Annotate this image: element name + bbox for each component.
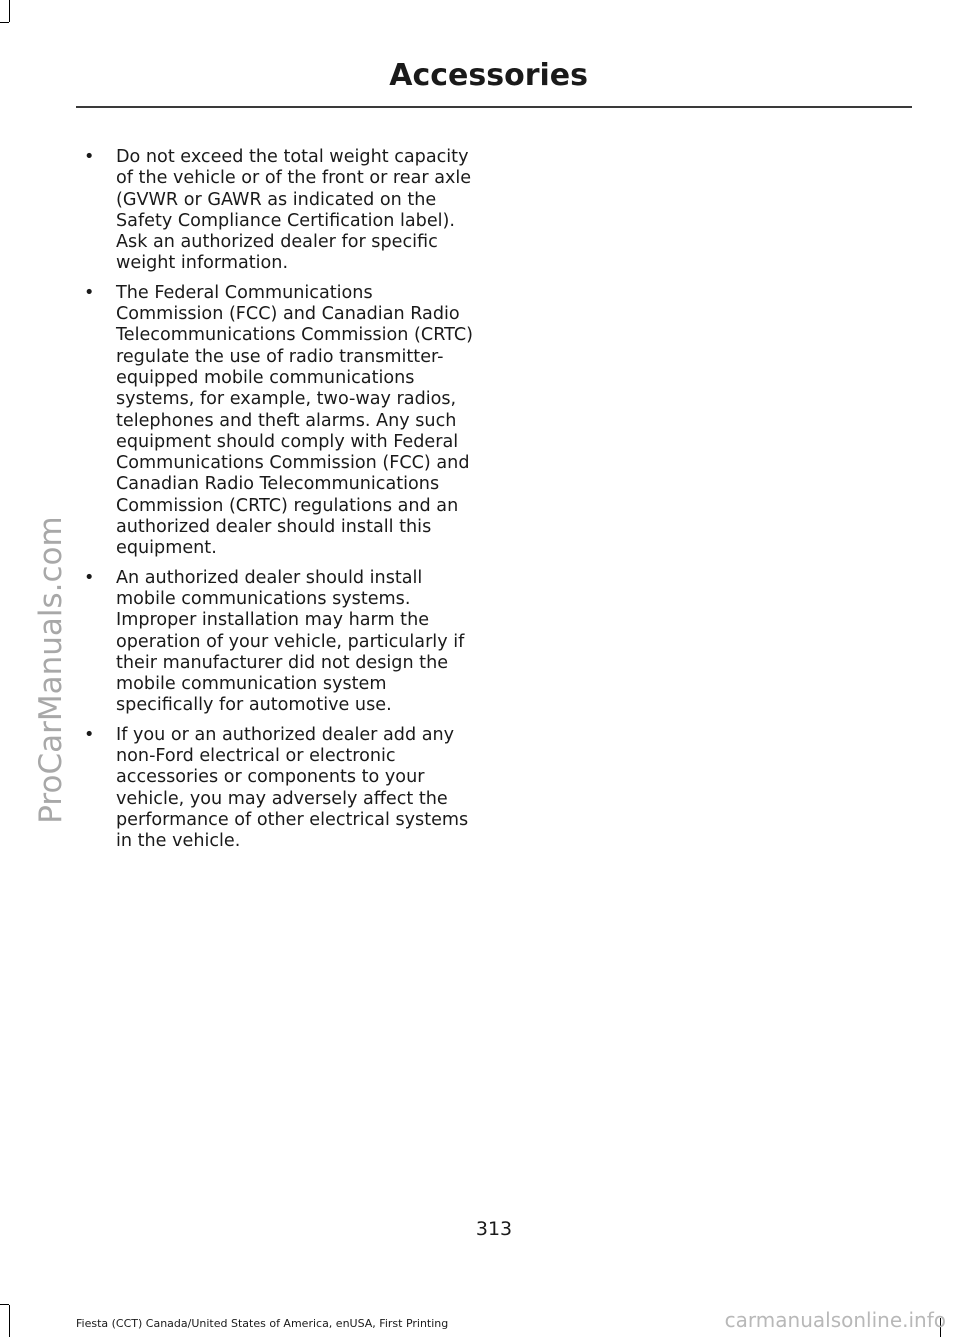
footer-text: Fiesta (CCT) Canada/United States of America, enUSA, First Printing <box>76 1317 449 1330</box>
crop-mark <box>0 1304 9 1305</box>
list-item-text: If you or an authorized dealer add any non-Ford electrical or electronic accessories or components to your vehicle, you may adversely affect the performance of other electrical systems in the vehicle. <box>116 724 469 852</box>
footer-watermark: carmanualsonline.info <box>724 1308 946 1332</box>
list-item <box>78 725 478 853</box>
crop-mark <box>0 22 9 23</box>
page-number: 313 <box>475 1218 513 1240</box>
list-item <box>78 568 478 717</box>
bullet-glyph: • <box>84 567 95 588</box>
crop-mark <box>9 0 10 22</box>
page-title: Accessories <box>389 58 588 93</box>
side-watermark-text: ProCarManuals.com <box>33 516 69 824</box>
bullet-glyph: • <box>84 724 95 745</box>
list-item-text: An authorized dealer should install mobile communications systems. Improper installation may harm the operation of your vehicle, particularly if their manufacturer did not design the mobile communication system specifically for automotive use. <box>116 567 465 716</box>
bullet-glyph: • <box>84 282 95 303</box>
crop-mark <box>9 1305 10 1337</box>
list-item <box>78 147 478 275</box>
list-item-text: Do not exceed the total weight capacity of the vehicle or of the front or rear axle (GVWR or GAWR as indicated on the Safety Compliance Certification label). Ask an authorized dealer for specific weight information. <box>116 147 472 274</box>
list-item-text: The Federal Communications Commission (FCC) and Canadian Radio Telecommunications Commission (CRTC) regulate the use of radio transmitter-equipped mobile communications systems, for example, two-way radios, telephones and theft alarms. Any such equipment should comply with Federal Communications Commission (FCC) and Canadian Radio Telecommunications Commission (CRTC) regulations and an authorized dealer should install this equipment. <box>116 282 474 559</box>
header-divider <box>76 106 912 108</box>
side-watermark <box>27 500 75 840</box>
bullet-glyph: • <box>84 147 95 167</box>
list-item <box>78 283 478 560</box>
bullet-list <box>78 147 478 861</box>
page-header <box>76 58 912 93</box>
